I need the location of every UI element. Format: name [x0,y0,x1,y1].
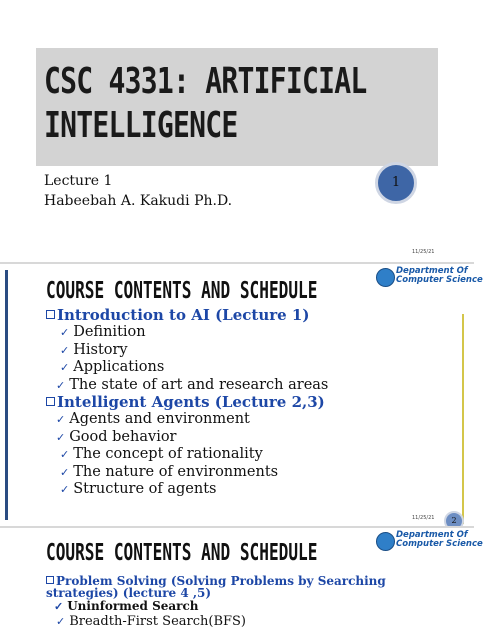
slide-date: 11/25/21 [412,249,435,255]
check-icon: ✓ [60,326,70,339]
course-contents-list [46,307,466,499]
list-item: ✓ History [60,341,128,358]
slide-3 [0,528,483,632]
check-icon: ✓ [60,448,70,461]
square-bullet-icon [46,310,55,319]
slide-1 [0,0,474,262]
slide-heading: COURSE CONTENTS AND SCHEDULE [46,540,318,566]
list-item: ✓ Definition [60,324,146,340]
slide-date: 11/25/21 [412,515,435,521]
department-logo [376,266,483,291]
list-item: ✓ Agents and environment [56,411,250,427]
page-number-badge: 2 [444,511,464,531]
logo-line-2: Computer Science [396,539,483,549]
check-icon: ✓ [60,483,70,496]
course-contents-list [46,575,426,631]
logo-emblem-icon [376,532,395,551]
list-item: ✓ The state of art and research areas [56,376,329,393]
page-number-badge: 1 [375,162,417,204]
title-line-2: INTELLIGENCE [44,105,238,146]
slide-title [44,60,367,148]
check-icon: ✓ [60,465,70,479]
slide-heading: COURSE CONTENTS AND SCHEDULE [46,278,318,304]
list-item: ✓ Breadth-First Search(BFS) [56,614,247,629]
section-title: Introduction to AI (Lecture 1) [46,307,466,324]
author-name: Habeebah A. Kakudi Ph.D. [44,193,233,209]
logo-line-2: Computer Science [396,275,483,285]
check-icon: ✓ [56,615,66,628]
logo-emblem-icon [376,268,395,287]
slide-2 [0,264,483,526]
check-icon: ✓ [56,413,66,426]
subtitle [44,171,232,211]
list-item: ✓ Uninformed Search [54,599,199,613]
check-icon: ✓ [54,600,64,613]
list-item: ✓ Structure of agents [60,481,217,497]
list-item: ✓ The nature of environments [60,463,279,480]
section-title: Intelligent Agents (Lecture 2,3) [46,394,466,411]
department-logo [376,530,483,555]
list-item: ✓ Good behavior [56,428,177,445]
check-icon: ✓ [60,343,70,357]
section-title: Problem Solving (Solving Problems by Searching strategies) (lecture 4 ,5) [46,574,386,600]
title-line-1: CSC 4331: ARTIFICIAL [44,61,367,102]
list-item: ✓ Applications [60,359,165,375]
check-icon: ✓ [56,430,66,444]
logo-line-1: Department Of [396,530,468,540]
square-bullet-icon [46,576,54,584]
square-bullet-icon [46,397,55,406]
check-icon: ✓ [60,361,70,374]
lecture-label: Lecture 1 [44,173,113,189]
logo-line-1: Department Of [396,266,468,276]
left-accent-rule [5,270,8,520]
list-item: ✓ The concept of rationality [60,446,263,462]
check-icon: ✓ [56,378,66,392]
